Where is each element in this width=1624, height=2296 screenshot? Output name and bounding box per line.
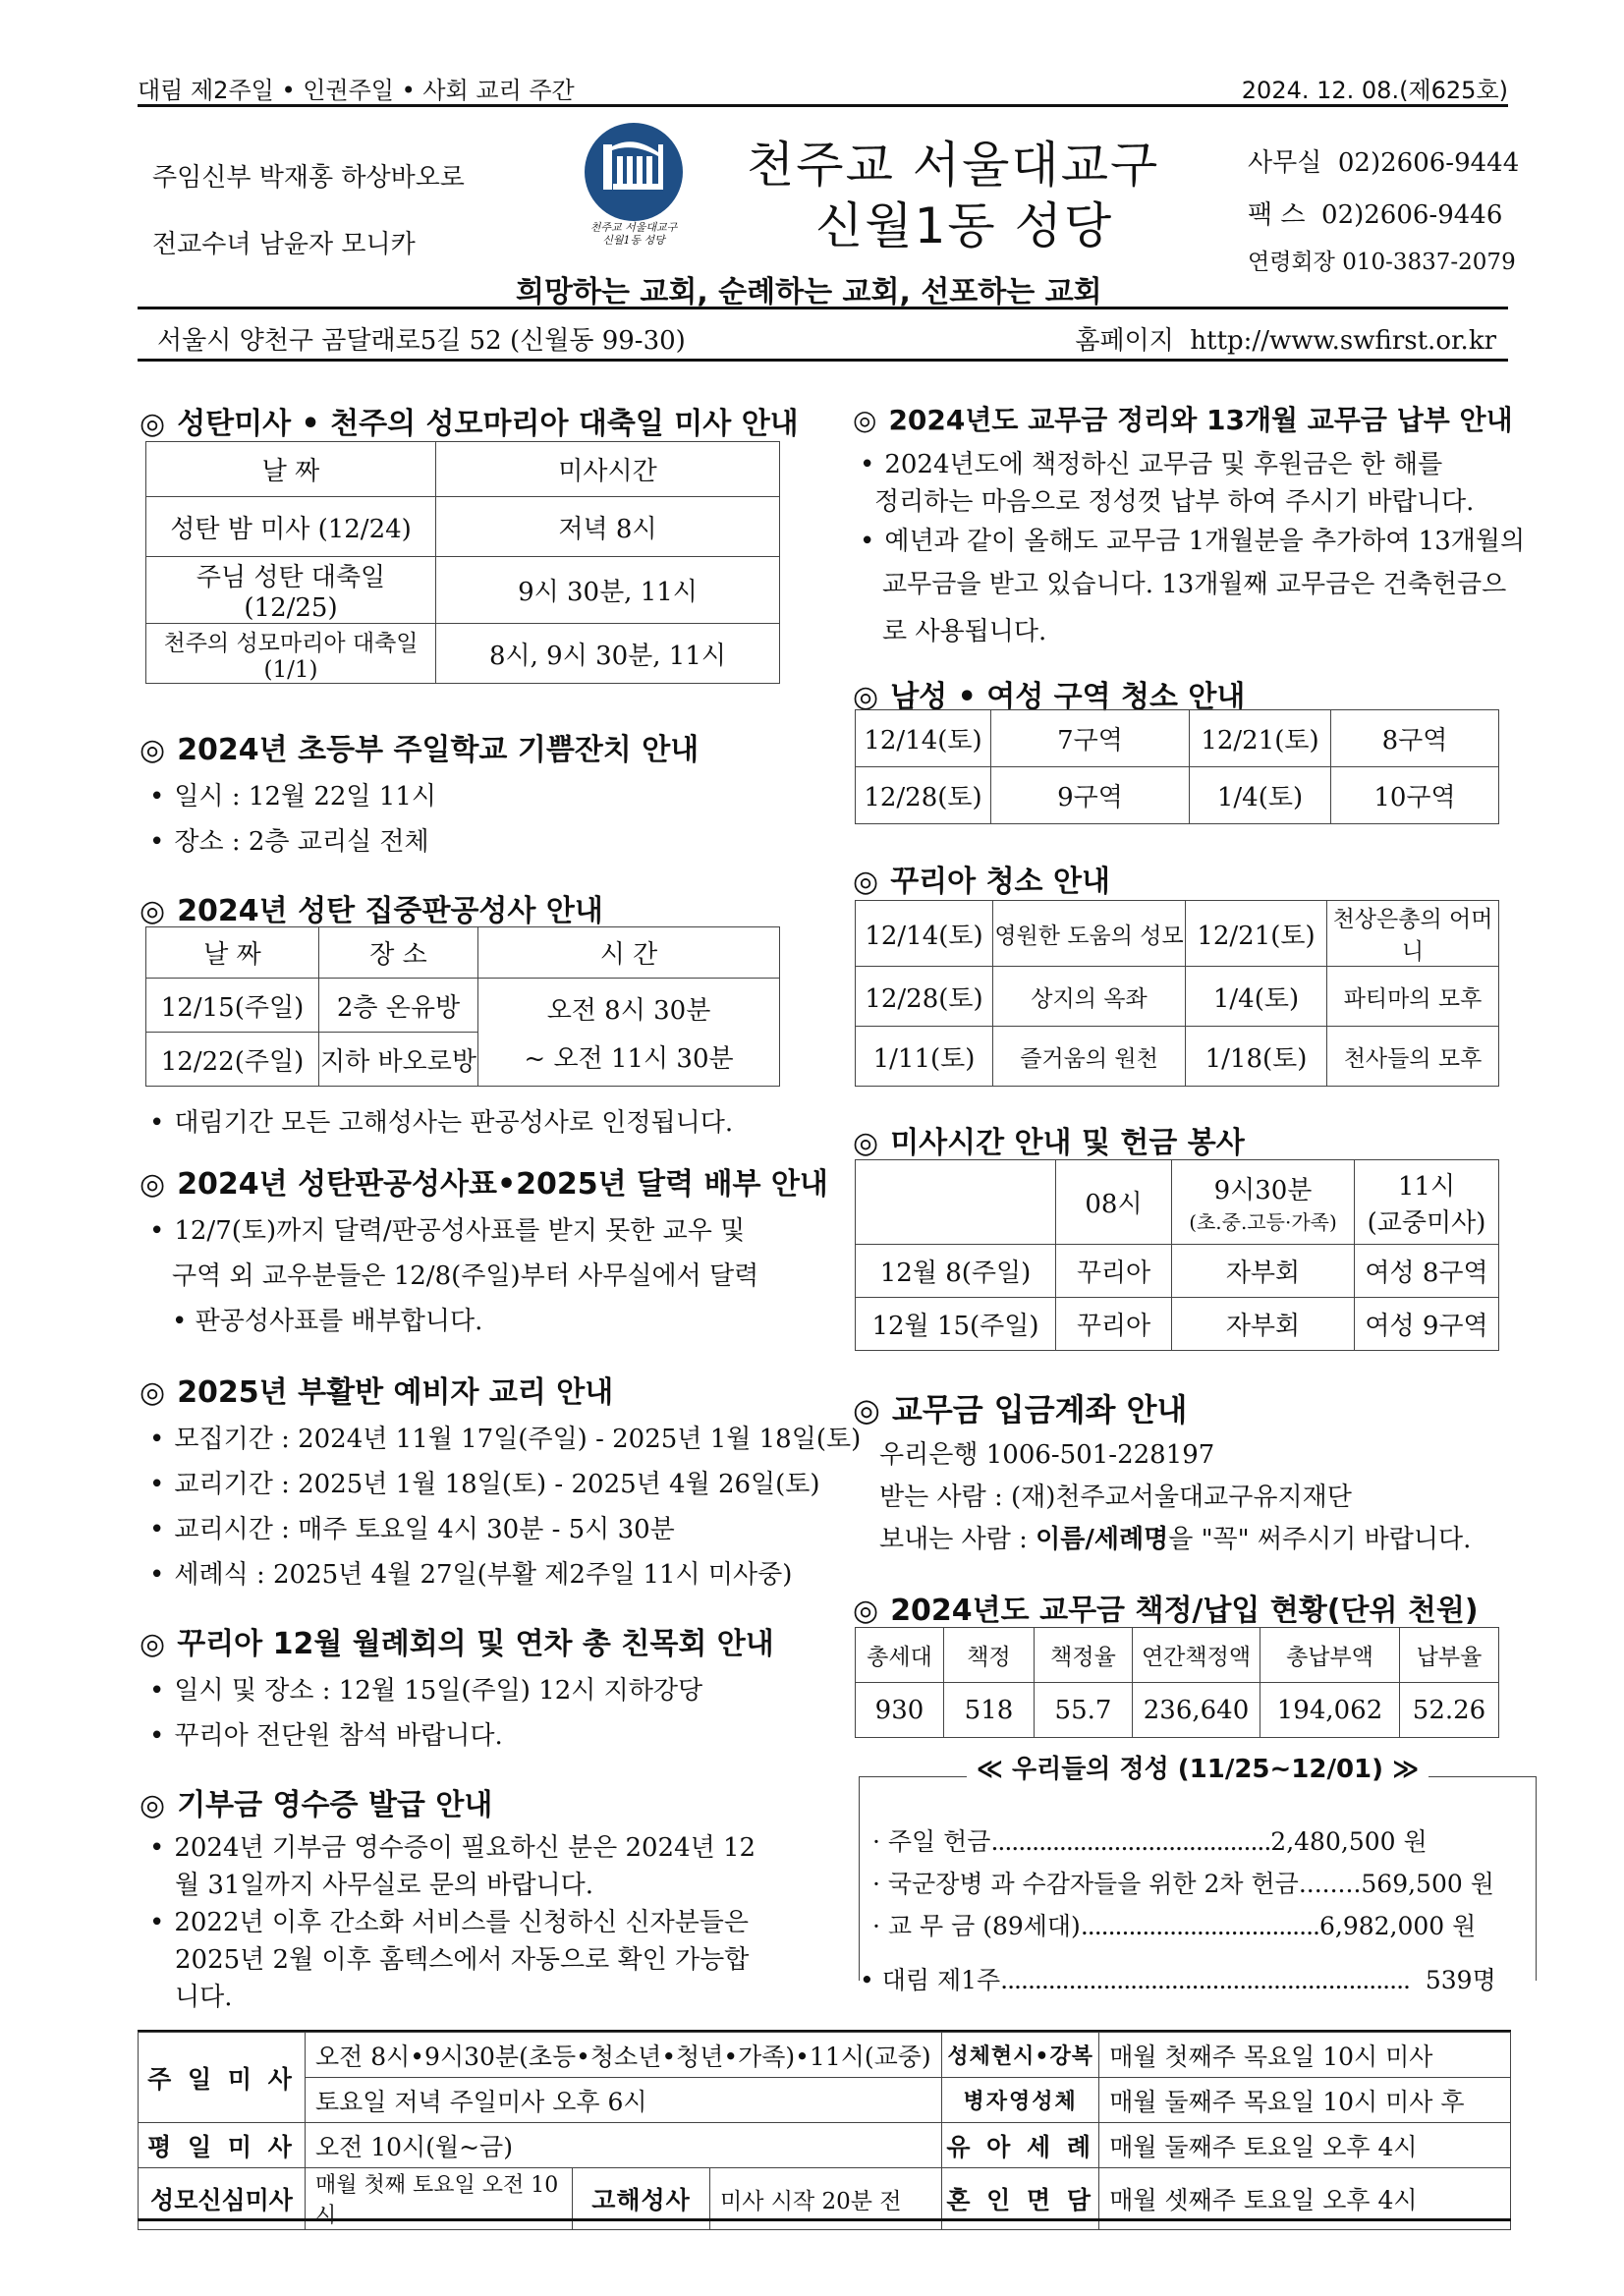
account-receiver: 받는 사람 : (재)천주교서울대교구유지재단 [879, 1483, 1352, 1512]
mass-schedule-table: 주 일 미 사 오전 8시•9시30분(초등•청소년•청년•가족)•11시(교중) 성체현시•강복 매월 첫째주 목요일 10시 미사 토요일 저녁 주일미사 오후 6시 병자영성체 매월 둘째주 목요일 10시 미사 후 평 일 미 사 오전 10시(월~금) 유 아 세 례 매월 둘째주 토요일 오후 4시 성모신심미사 매월 첫째 토요일 오전 10시 고해성사 미사 시작 20분 전 혼 인 면 담 매월 셋째주 토요일 오후 4시 [138, 2032, 1511, 2230]
donation-text: 월 31일까지 사무실로 문의 바랍니다. [175, 1871, 594, 1900]
penance-note: • 대림기간 모든 고해성사는 판공성사로 인정됩니다. [149, 1102, 733, 1139]
council-phone: 010-3837-2079 [1342, 250, 1516, 275]
donation-text: • 2022년 이후 간소화 서비스를 신청하신 신자분들은 [149, 1902, 749, 1938]
liturgical-week: 대림 제2주일 • 인권주일 • 사회 교리 주간 [138, 77, 575, 104]
homepage: 홈페이지 http://www.swfirst.or.kr [1075, 326, 1496, 356]
council-row: 연령회장 010-3837-2079 [1248, 250, 1516, 275]
list-item: • 교리기간 : 2025년 1월 18일(토) - 2025년 4월 26일(토) [149, 1464, 820, 1500]
top-bar [138, 71, 1508, 104]
list-item: • 세례식 : 2025년 4월 27일(부활 제2주일 11시 미사중) [149, 1554, 792, 1591]
logo-text: 신월1동 성당 [602, 234, 665, 247]
service-table: 08시 9시30분 (초.중.고등·가족) 11시 (교중미사) 12월 8(주일) 꾸리아 자부회 여성 8구역 12월 15(주일) 꾸리아 자부회 여성 9구역 [855, 1159, 1499, 1351]
divider [138, 359, 1508, 362]
office-phone: 02)2606-9444 [1337, 148, 1520, 178]
issue-date: 2024. 12. 08.(제625호) [1241, 77, 1508, 104]
parish-subtitle: 신월1동 성당 [815, 197, 1114, 254]
section-title-kuria-cleaning: ◎ 꾸리아 청소 안내 [853, 865, 1110, 899]
penance-time: 오전 8시 30분 [546, 995, 711, 1026]
penance-time: ~ 오전 11시 30분 [524, 1043, 734, 1074]
donation-text: • 2024년 기부금 영수증이 필요하신 분은 2024년 12 [149, 1827, 756, 1864]
sister-name: 전교수녀 남윤자 모니카 [152, 230, 416, 259]
list-item: • 일시 : 12월 22일 11시 [149, 776, 436, 812]
attendance-line: • 대림 제1주............................................................ 539명 [860, 1966, 1496, 1994]
section-title-cleaning: ◎ 남성 • 여성 구역 청소 안내 [853, 680, 1246, 714]
section-title-school: ◎ 2024년 초등부 주일학교 기쁨잔치 안내 [140, 733, 700, 767]
dues-text: 정리하는 마음으로 정성껏 납부 하여 주시기 바랍니다. [874, 487, 1475, 517]
section-title-donation: ◎ 기부금 영수증 발급 안내 [140, 1788, 493, 1822]
list-item: • 일시 및 장소 : 12월 15일(주일) 12시 지하강당 [149, 1670, 702, 1707]
offering-line: · 교 무 금 (89세대)...................................6,982,000 원 [872, 1912, 1477, 1940]
homepage-link[interactable]: http://www.swfirst.or.kr [1190, 326, 1496, 356]
cleaning-table: 12/14(토) 7구역 12/21(토) 8구역 12/28(토) 9구역 1/4(토) 10구역 [855, 709, 1499, 824]
pastor-name: 주임신부 박재홍 하상바오로 [152, 163, 465, 193]
logo-text: 천주교 서울대교구 [589, 221, 678, 234]
divider [138, 307, 1508, 309]
donation-text: 2025년 2월 이후 홈텍스에서 자동으로 확인 가능합 [175, 1945, 750, 1975]
calendar-text: • 판공성사표를 배부합니다. [172, 1307, 483, 1336]
address: 서울시 양천구 곰달래로5길 52 (신월동 99-30) [157, 326, 686, 356]
fax-number: 02)2606-9446 [1321, 200, 1503, 230]
bank-account: 우리은행 1006-501-228197 [879, 1440, 1215, 1470]
fax-row: 팩 스 02)2606-9446 [1248, 200, 1503, 230]
dues-text: • 예년과 같이 올해도 교무금 1개월분을 추가하여 13개월의 [860, 521, 1525, 557]
dues-text: 로 사용됩니다. [882, 617, 1047, 646]
section-title-account: ◎ 교무금 입금계좌 안내 [853, 1391, 1188, 1428]
office-phone-row: 사무실 02)2606-9444 [1248, 148, 1520, 178]
section-title-kuria: ◎ 꾸리아 12월 월례회의 및 연차 총 친목회 안내 [140, 1627, 774, 1661]
offering-line: · 주일 헌금.........................................2,480,500 원 [872, 1827, 1428, 1856]
list-item: • 교리시간 : 매주 토요일 4시 30분 - 5시 30분 [149, 1509, 675, 1545]
offering-line: · 국군장병 과 수감자들을 위한 2차 헌금........569,500 원 [872, 1870, 1494, 1898]
dues-status-table: 총세대 책정 책정율 연간책정액 총납부액 납부율 930 518 55.7 236,640 194,062 52.26 [855, 1627, 1499, 1738]
calendar-text: • 12/7(토)까지 달력/판공성사표를 받지 못한 교우 및 [149, 1210, 745, 1247]
kuria-cleaning-table: 12/14(토) 영원한 도움의 성모 12/21(토) 천상은총의 어머니 12/28(토) 상지의 옥좌 1/4(토) 파티마의 모후 1/11(토) 즐거움의 원천 1/18(토) 천사들의 모후 [855, 900, 1499, 1087]
divider [138, 104, 1508, 107]
offering-title: ≪ 우리들의 정성 (11/25~12/01) ≫ [967, 1755, 1429, 1784]
section-title-penance: ◎ 2024년 성탄 집중판공성사 안내 [140, 894, 603, 928]
penance-table: 날 짜 장 소 시 간 12/15(주일) 2층 온유방 오전 8시 30분 ~ 오전 11시 30분 12/22(주일) 지하 바오로방 [145, 926, 780, 1087]
list-item: • 장소 : 2층 교리실 전체 [149, 821, 429, 858]
christmas-mass-table: 날 짜 미사시간 성탄 밤 미사 (12/24) 저녁 8시 주님 성탄 대축일 (12/25) 9시 30분, 11시 천주의 성모마리아 대축일 (1/1) 8시, 9시 30분, 11시 [145, 441, 780, 684]
parish-logo [580, 115, 688, 248]
section-title-status: ◎ 2024년도 교무금 책정/납입 현황(단위 천원) [853, 1594, 1479, 1628]
section-title-catechumen: ◎ 2025년 부활반 예비자 교리 안내 [140, 1375, 614, 1410]
dues-text: 교무금을 받고 있습니다. 13개월째 교무금은 건축헌금으 [882, 570, 1507, 599]
divider [138, 2218, 1511, 2221]
parish-title: 천주교 서울대교구 [747, 137, 1160, 194]
account-sender-note: 보내는 사람 : 이름/세례명을 "꼭" 써주시기 바랍니다. [879, 1525, 1472, 1554]
section-title-calendar: ◎ 2024년 성탄판공성사표•2025년 달력 배부 안내 [140, 1167, 828, 1202]
section-title-service: ◎ 미사시간 안내 및 헌금 봉사 [853, 1126, 1245, 1160]
section-title-christmas: ◎ 성탄미사 • 천주의 성모마리아 대축일 미사 안내 [140, 407, 799, 441]
section-title-dues: ◎ 2024년도 교무금 정리와 13개월 교무금 납부 안내 [853, 404, 1513, 436]
slogan: 희망하는 교회, 순례하는 교회, 선포하는 교회 [516, 275, 1102, 309]
list-item: • 모집기간 : 2024년 11월 17일(주일) - 2025년 1월 18일(토) [149, 1419, 861, 1455]
dues-text: • 2024년도에 책정하신 교무금 및 후원금은 한 해를 [860, 444, 1442, 480]
donation-text: 니다. [175, 1983, 233, 2012]
list-item: • 꾸리아 전단원 참석 바랍니다. [149, 1715, 503, 1752]
calendar-text: 구역 외 교우분들은 12/8(주일)부터 사무실에서 달력 [172, 1261, 759, 1291]
